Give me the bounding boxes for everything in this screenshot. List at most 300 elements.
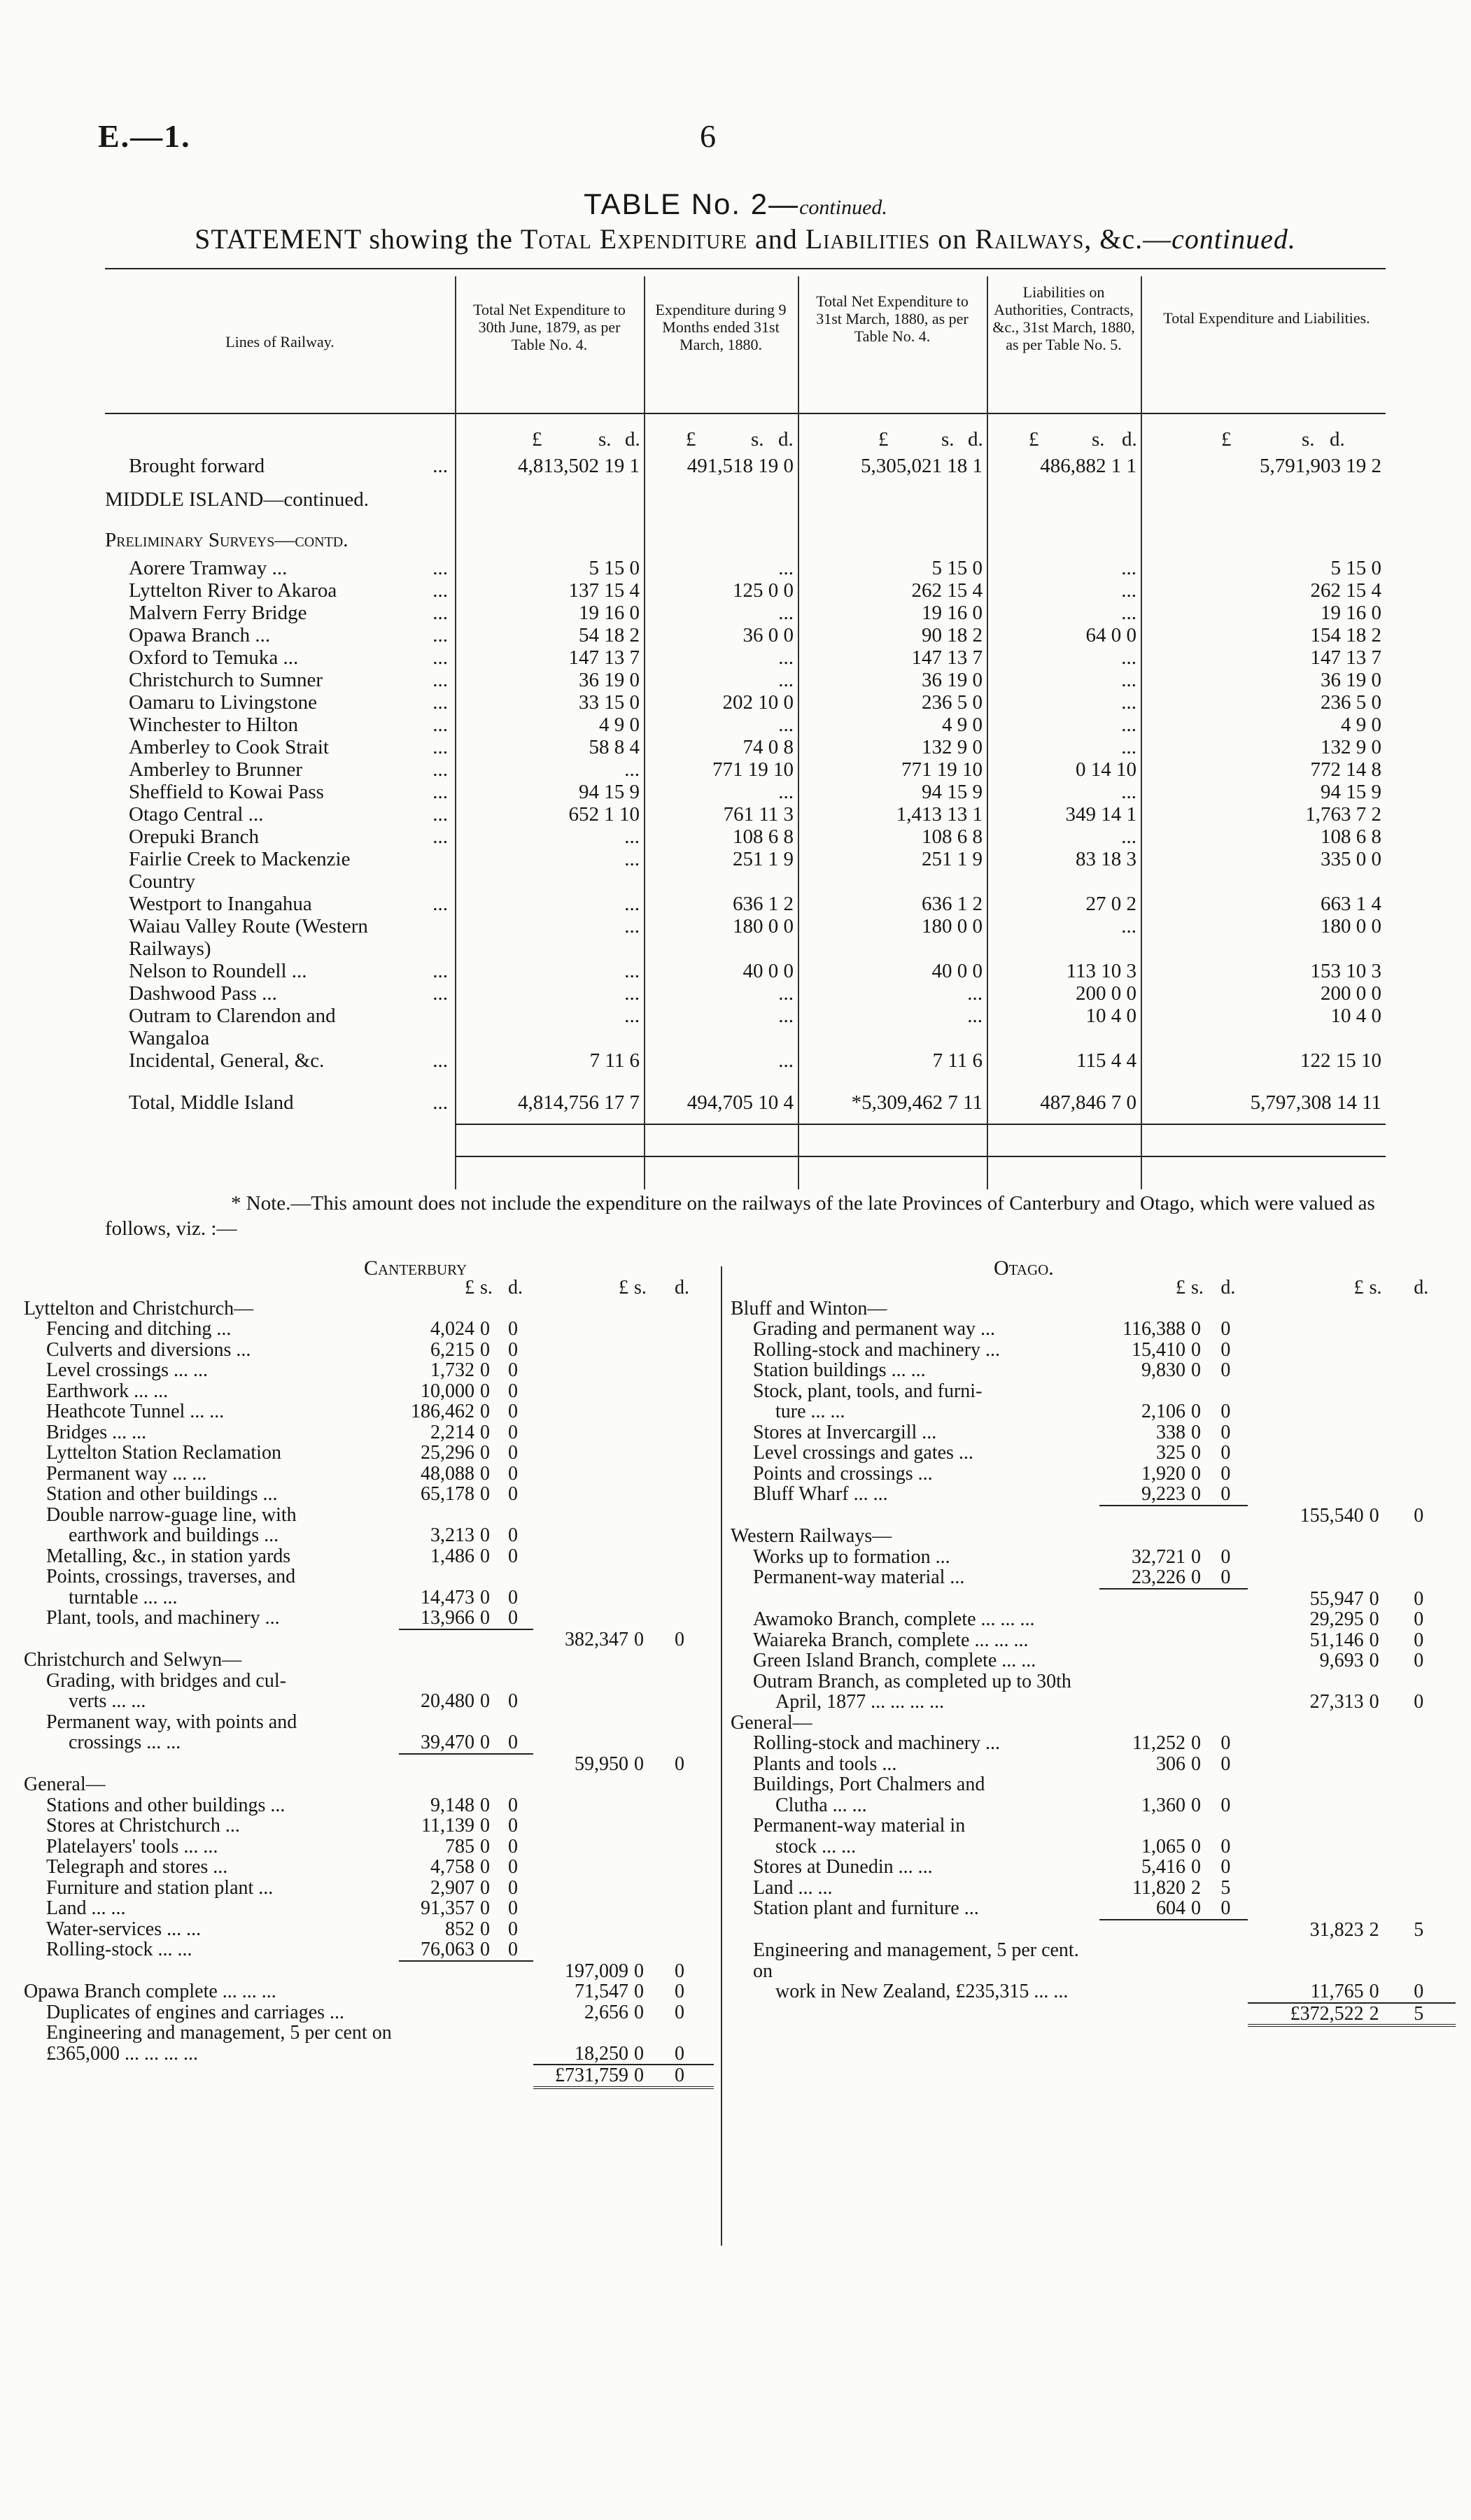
sub-line (21, 2065, 714, 2088)
sub-line (21, 1795, 714, 1816)
row-dots: ... (432, 758, 448, 781)
value-cell: 0 14 10 (1076, 758, 1136, 781)
amount-cell (505, 1981, 533, 2002)
table-title-cont: continued. (799, 196, 887, 219)
amount-cell (1218, 1381, 1247, 1402)
row-dots: ... (432, 781, 448, 803)
amount-cell: 2,106 (1141, 1401, 1185, 1422)
value-cell: 636 1 2 (733, 893, 794, 915)
subtotal-cell (1411, 1754, 1456, 1775)
amount-cell: 0 (1188, 1567, 1218, 1589)
value-cell: ... (1121, 669, 1136, 691)
subtotal-cell: 197,009 (565, 1960, 628, 1982)
amount-cell: 0 (508, 1815, 518, 1836)
subtotal-cell (631, 1546, 672, 1567)
top-rule (105, 268, 1386, 269)
sub-label: Culverts and diversions ... (46, 1338, 251, 1361)
amount-cell: 1,360 (1141, 1794, 1185, 1816)
table-row (105, 848, 1386, 893)
subtitle-part: Total Expenditure (520, 223, 747, 255)
subtotal-cell (1367, 1340, 1412, 1361)
sub-line (21, 1691, 714, 1712)
amount-cell (1099, 2003, 1188, 2026)
preliminary-surveys-heading (105, 529, 1386, 557)
sub-line (21, 1857, 714, 1878)
subtotal-cell (1411, 1484, 1456, 1506)
amount-cell: 5,416 (1141, 1856, 1185, 1878)
sub-label: Western Railways— (731, 1525, 892, 1547)
value-cell: 636 1 2 (922, 893, 983, 915)
sub-label: April, 1877 ... ... ... ... (775, 1691, 945, 1713)
sub-label: Land ... ... (753, 1876, 833, 1899)
sub-label: Permanent-way material ... (753, 1566, 965, 1588)
unit-label: d. (1122, 428, 1137, 451)
amount-cell: 0 (508, 1380, 518, 1402)
amount-cell: 0 (477, 1608, 505, 1629)
value-cell: 19 16 0 (922, 602, 983, 624)
subtotal-cell: 0 (634, 2001, 644, 2023)
sub-label (21, 1961, 399, 1982)
sub-line (21, 1939, 714, 1961)
amount-cell: 0 (1220, 1462, 1231, 1485)
amount-cell: 0 (508, 1876, 518, 1899)
subtotal-cell: 0 (675, 1628, 684, 1650)
subtotal-cell (672, 1691, 714, 1712)
amount-cell: 0 (480, 1794, 490, 1816)
amount-cell: 0 (480, 1856, 490, 1878)
subtotal-cell (1411, 1464, 1456, 1485)
sub-label: Permanent way ... ... (46, 1462, 207, 1485)
subtotal-cell (1367, 1774, 1412, 1795)
brought-forward-row (105, 455, 1386, 488)
subtotal-cell (1248, 1774, 1367, 1795)
sub-label: Grading and permanent way ... (753, 1318, 995, 1340)
amount-cell: 0 (1220, 1545, 1231, 1568)
sub-label: Grading, with bridges and cul- (46, 1669, 286, 1692)
subtotal-cell (672, 1484, 714, 1505)
amount-cell: 0 (508, 1359, 518, 1381)
amount-cell (1188, 1650, 1218, 1671)
unit-label: £ (686, 428, 696, 451)
row-label: Opawa Branch ... (129, 624, 271, 646)
amount-cell (1218, 1589, 1247, 1610)
row-dots: ... (432, 691, 448, 714)
sub-label: earthwork and buildings ... (69, 1524, 279, 1546)
subtotal-cell (631, 1401, 672, 1422)
col-liabilities: Liabilities on Authorities, Contracts, &c., 31st March, 1880, as per Table No. 5. (992, 283, 1135, 353)
row-dots: ... (432, 579, 448, 602)
value-cell: 180 0 0 (922, 915, 983, 937)
subtitle-part: , &c.— (1084, 223, 1172, 255)
subtotal-cell (1367, 1319, 1412, 1340)
sub-line (728, 1484, 1456, 1506)
row-dots (406, 848, 455, 893)
value-cell: ... (624, 915, 640, 937)
subtotal-cell: 0 (634, 1628, 644, 1650)
amount-cell (1188, 1506, 1218, 1527)
subtotal-cell (1248, 1857, 1367, 1878)
amount-cell: 0 (480, 1380, 490, 1402)
amount-cell: 0 (1190, 1732, 1201, 1754)
subtotal-cell (533, 1298, 631, 1319)
amount-cell (399, 1566, 477, 1587)
table-title-main: TABLE No. 2— (584, 187, 800, 220)
amount-cell: 0 (1220, 1835, 1231, 1857)
sub-label (728, 2003, 1099, 2026)
amount-cell (1218, 1630, 1247, 1651)
amount-cell (1218, 1692, 1247, 1713)
value-cell: 772 14 8 (1310, 758, 1381, 781)
subtotal-cell (1248, 1795, 1367, 1816)
sub-label: Rolling-stock and machinery ... (753, 1732, 1001, 1754)
subtitle-part: STATEMENT showing the (195, 223, 521, 255)
value-cell: ... (624, 982, 640, 1005)
value-cell: 652 1 10 (568, 803, 640, 826)
amount-cell (505, 1774, 533, 1795)
sub-line (21, 1961, 714, 1982)
amount-cell: 0 (508, 1338, 518, 1361)
amount-cell (477, 2002, 505, 2023)
sub-label: Outram Branch, as completed up to 30th (753, 1670, 1071, 1692)
subtotal-cell: 11,765 (1248, 1981, 1367, 2003)
subtotal-cell (533, 1919, 631, 1940)
value-cell: ... (624, 826, 640, 848)
sub-line (21, 1298, 714, 1319)
row-label: Amberley to Brunner (129, 758, 303, 781)
subtotal-cell (672, 1298, 714, 1319)
value-cell: 486,882 1 1 (1040, 455, 1136, 477)
subtotal-cell (631, 1732, 672, 1754)
value-cell: 137 15 4 (568, 579, 640, 602)
value-cell: 4 9 0 (599, 714, 640, 736)
value-cell: ... (1121, 781, 1136, 803)
amount-cell: 0 (508, 1897, 518, 1919)
sub-line (21, 1340, 714, 1361)
value-cell: 761 11 3 (723, 803, 794, 826)
subtotal-cell: 0 (631, 2044, 672, 2065)
subtotal-cell (631, 1484, 672, 1505)
value-cell: ... (1121, 691, 1136, 714)
amount-cell: 32,721 (1131, 1545, 1185, 1568)
unit-label: £ (1353, 1277, 1364, 1298)
subtotal-cell (1248, 1340, 1367, 1361)
sub-line (21, 1443, 714, 1464)
value-cell: 5 15 0 (931, 557, 983, 579)
subtotal-cell (631, 1857, 672, 1878)
subtotal-cell (533, 1671, 631, 1692)
sub-label: Christchurch and Selwyn— (24, 1649, 242, 1671)
subtotal-cell: 0 (675, 2001, 684, 2023)
value-cell: ... (1121, 602, 1136, 624)
value-cell: 494,705 10 4 (687, 1091, 794, 1114)
sub-label: Level crossings and gates ... (753, 1442, 973, 1464)
subtotal-cell (1411, 1940, 1456, 1981)
subtotal-cell: 0 (675, 1960, 684, 1982)
sub-label (728, 1506, 1099, 1527)
canterbury-table (21, 1277, 714, 2089)
sub-label: Platelayers' tools ... ... (46, 1835, 218, 1857)
value-cell: 771 19 10 (712, 758, 794, 781)
sub-label: Lyttelton and Christchurch— (24, 1297, 254, 1319)
subtotal-cell (1411, 1857, 1456, 1878)
unit-label: £ (465, 1277, 474, 1298)
sub-label: Stations and other buildings ... (46, 1794, 286, 1816)
table-row (105, 1005, 1386, 1049)
sub-line (21, 1319, 714, 1340)
subtotal-cell (533, 1608, 631, 1629)
spacer-cell (406, 488, 1386, 529)
value-cell: 154 18 2 (1310, 624, 1381, 646)
unit-label: s. (634, 1277, 647, 1298)
amount-cell (477, 1754, 505, 1775)
amount-cell: 91,357 (421, 1897, 474, 1919)
subtotal-cell (672, 1774, 714, 1795)
row-label: Aorere Tramway ... (129, 557, 288, 579)
amount-cell: 0 (1220, 1794, 1231, 1816)
subtitle-part: Liabilities (805, 223, 931, 255)
subtotal-cell (1411, 1795, 1456, 1816)
value-cell: 90 18 2 (922, 624, 983, 646)
amount-cell (477, 2023, 505, 2044)
amount-cell: 0 (508, 1690, 518, 1712)
amount-cell (1188, 1920, 1218, 1941)
subtotal-cell (1367, 1464, 1412, 1485)
amount-cell (477, 1650, 505, 1671)
row-dots: ... (432, 557, 448, 579)
row-label: Oxford to Temuka ... (129, 646, 299, 669)
amount-cell: 0 (1190, 1753, 1201, 1775)
amount-cell (505, 1754, 533, 1775)
value-cell: ... (624, 893, 640, 915)
amount-cell (399, 1505, 477, 1526)
amount-cell (1188, 1774, 1218, 1795)
sub-label: Permanent-way material in (753, 1815, 966, 1836)
row-label: MIDDLE ISLAND—continued. (105, 488, 369, 511)
value-cell: 122 15 10 (1300, 1049, 1381, 1072)
col-net-expenditure-1879: Total Net Expenditure to 30th June, 1879, as per Table No. 4. (473, 301, 626, 353)
sub-line (728, 1506, 1456, 1527)
subtotal-cell (672, 2023, 714, 2044)
amount-cell: 0 (480, 1586, 490, 1608)
value-cell: 7 11 6 (589, 1049, 640, 1072)
amount-cell (399, 1298, 477, 1319)
value-cell: 335 0 0 (1321, 848, 1381, 870)
sub-label: Bluff and Winton— (731, 1297, 887, 1319)
amount-cell: 76,063 (399, 1939, 477, 1961)
amount-cell: 0 (480, 1338, 490, 1361)
subtotal-cell: 0 (1369, 1587, 1379, 1610)
unit-label: d. (778, 428, 794, 451)
value-cell: 94 15 9 (579, 781, 640, 803)
sub-line (21, 1360, 714, 1381)
subtotal-cell (672, 1898, 714, 1919)
sub-label: Clutha ... ... (775, 1794, 867, 1816)
table-row (105, 893, 1386, 915)
sub-label: Points, crossings, traverses, and (46, 1566, 296, 1587)
amount-cell (399, 2044, 477, 2065)
amount-cell: 2,907 (430, 1876, 474, 1899)
amount-cell: 11,820 (1132, 1876, 1185, 1899)
subtotal-cell (672, 1919, 714, 1940)
value-cell: ... (778, 982, 794, 1005)
section-divider (721, 1266, 722, 2246)
subtotal-cell (672, 1422, 714, 1443)
otago-body (728, 1277, 1456, 2025)
amount-cell: 0 (508, 1524, 518, 1546)
subtotal-cell (631, 1381, 672, 1402)
value-cell: 36 19 0 (579, 669, 640, 691)
subtotal-cell (533, 1898, 631, 1919)
subtotal-cell (533, 1546, 631, 1567)
subtotal-cell (1367, 1795, 1412, 1816)
subtotal-cell (533, 1712, 631, 1733)
subtotal-cell (631, 1340, 672, 1361)
sub-line (728, 1733, 1456, 1754)
subtotal-cell: 5 (1414, 1918, 1424, 1941)
header-rule (105, 413, 1386, 414)
value-cell: ... (1121, 736, 1136, 758)
amount-cell (1188, 1630, 1218, 1651)
subtotal-cell (1411, 1381, 1456, 1402)
subtotal-cell: 0 (1367, 1981, 1412, 2003)
subtotal-cell (631, 1712, 672, 1733)
sub-label: Opawa Branch complete ... ... ... (24, 1981, 276, 2002)
sub-label: Permanent way, with points and (46, 1711, 297, 1733)
main-expenditure-table (105, 455, 1386, 1119)
value-cell: 19 16 0 (579, 602, 640, 624)
sub-label: verts ... ... (69, 1690, 146, 1712)
subtotal-cell (1367, 1443, 1412, 1464)
amount-cell (399, 1629, 477, 1650)
subtotal-cell (1411, 1298, 1456, 1319)
subtotal-cell: £731,759 (533, 2065, 631, 2088)
amount-cell (1218, 1650, 1247, 1671)
subtotal-cell (1367, 1815, 1412, 1836)
amount-cell: 0 (1188, 1898, 1218, 1920)
amount-cell (1188, 1981, 1218, 2003)
sub-line (728, 1671, 1456, 1692)
amount-cell (1188, 1298, 1218, 1319)
amount-cell: 0 (1188, 1484, 1218, 1506)
amount-cell: 0 (1218, 1484, 1247, 1506)
amount-cell: 0 (1218, 1898, 1247, 1920)
amount-cell: 0 (480, 1524, 490, 1546)
spacer-row (105, 1072, 1386, 1091)
amount-cell (1099, 1609, 1188, 1630)
subtotal-cell (1367, 1836, 1412, 1857)
sub-line (728, 1898, 1456, 1920)
subtotal-cell (1367, 1940, 1412, 1981)
subtotal-cell (1367, 1713, 1412, 1734)
subtotal-cell (672, 1525, 714, 1546)
amount-cell: 0 (1190, 1338, 1201, 1361)
sub-line (21, 1587, 714, 1608)
amount-cell (1099, 1940, 1188, 1981)
sub-label: Level crossings ... ... (46, 1359, 208, 1381)
value-cell: 236 5 0 (1321, 691, 1381, 714)
table-row (105, 691, 1386, 714)
amount-cell (505, 1650, 533, 1671)
sub-label: ture ... ... (775, 1401, 845, 1422)
subtotal-cell (631, 1464, 672, 1485)
amount-cell: 15,410 (1131, 1338, 1185, 1361)
unit-label: £ (1175, 1277, 1185, 1298)
amount-cell (399, 2002, 477, 2023)
row-dots (406, 915, 455, 960)
amount-cell: 604 (1099, 1898, 1188, 1920)
value-cell: ... (778, 781, 794, 803)
table-row (105, 669, 1386, 691)
amount-cell: 0 (505, 1608, 533, 1629)
amount-cell: 0 (480, 1876, 490, 1899)
amount-cell (1188, 1940, 1218, 1981)
row-label: Outram to Clarendon and Wangaloa (129, 1005, 336, 1049)
subtotal-cell (1248, 1567, 1367, 1589)
amount-cell (477, 1961, 505, 1982)
amount-cell: 0 (480, 1483, 490, 1505)
value-cell: ... (778, 646, 794, 669)
subtotal-cell (1411, 1401, 1456, 1422)
subtotal-cell (631, 2023, 672, 2044)
amount-cell (1099, 1381, 1188, 1402)
value-cell: 4,814,756 17 7 (518, 1091, 640, 1114)
unit-label: s. (1190, 1277, 1204, 1298)
subtotal-cell (1411, 1898, 1456, 1920)
subtotal-cell (1411, 1319, 1456, 1340)
value-cell: 132 9 0 (922, 736, 983, 758)
amount-cell: 0 (1220, 1401, 1231, 1422)
unit-label: £ (532, 428, 542, 451)
sub-label: Plant, tools, and machinery ... (46, 1607, 280, 1629)
amount-cell (477, 1298, 505, 1319)
sub-label: Station buildings ... ... (753, 1359, 926, 1381)
value-cell: 5 15 0 (1330, 557, 1381, 579)
subtotal-cell (631, 1815, 672, 1836)
row-label: Incidental, General, &c. (129, 1049, 325, 1072)
unit-label: £ (878, 428, 889, 451)
subtotal-cell (533, 1422, 631, 1443)
unit-label: s. (941, 428, 955, 451)
sub-line (728, 1774, 1456, 1795)
subtotal-cell: 155,540 (1300, 1504, 1364, 1527)
canterbury-heading: Canterbury (364, 1257, 467, 1280)
sub-line (728, 1609, 1456, 1630)
sub-line (21, 1836, 714, 1857)
sub-line (728, 1589, 1456, 1610)
value-cell: 147 13 7 (911, 646, 983, 669)
page-number: 6 (700, 118, 716, 154)
amount-cell: 338 (1155, 1421, 1185, 1443)
sub-line (728, 2003, 1456, 2026)
amount-cell: 0 (505, 1939, 533, 1961)
amount-cell: 0 (1220, 1421, 1231, 1443)
amount-cell: 0 (508, 1918, 518, 1940)
amount-cell (505, 1712, 533, 1733)
unit-label: d. (968, 428, 983, 451)
unit-label: d. (1414, 1277, 1429, 1298)
table-row (105, 579, 1386, 602)
unit-label: £ (1221, 428, 1232, 451)
subtotal-cell (1248, 1754, 1367, 1775)
subtotal-cell (533, 1857, 631, 1878)
subtotal-cell (1411, 1713, 1456, 1734)
otago-heading: Otago. (994, 1257, 1054, 1280)
value-cell: 202 10 0 (722, 691, 794, 714)
subtotal-cell (672, 1443, 714, 1464)
amount-cell: 0 (508, 1401, 518, 1422)
sub-label: Earthwork ... ... (46, 1380, 169, 1402)
amount-cell: 0 (1190, 1794, 1201, 1816)
